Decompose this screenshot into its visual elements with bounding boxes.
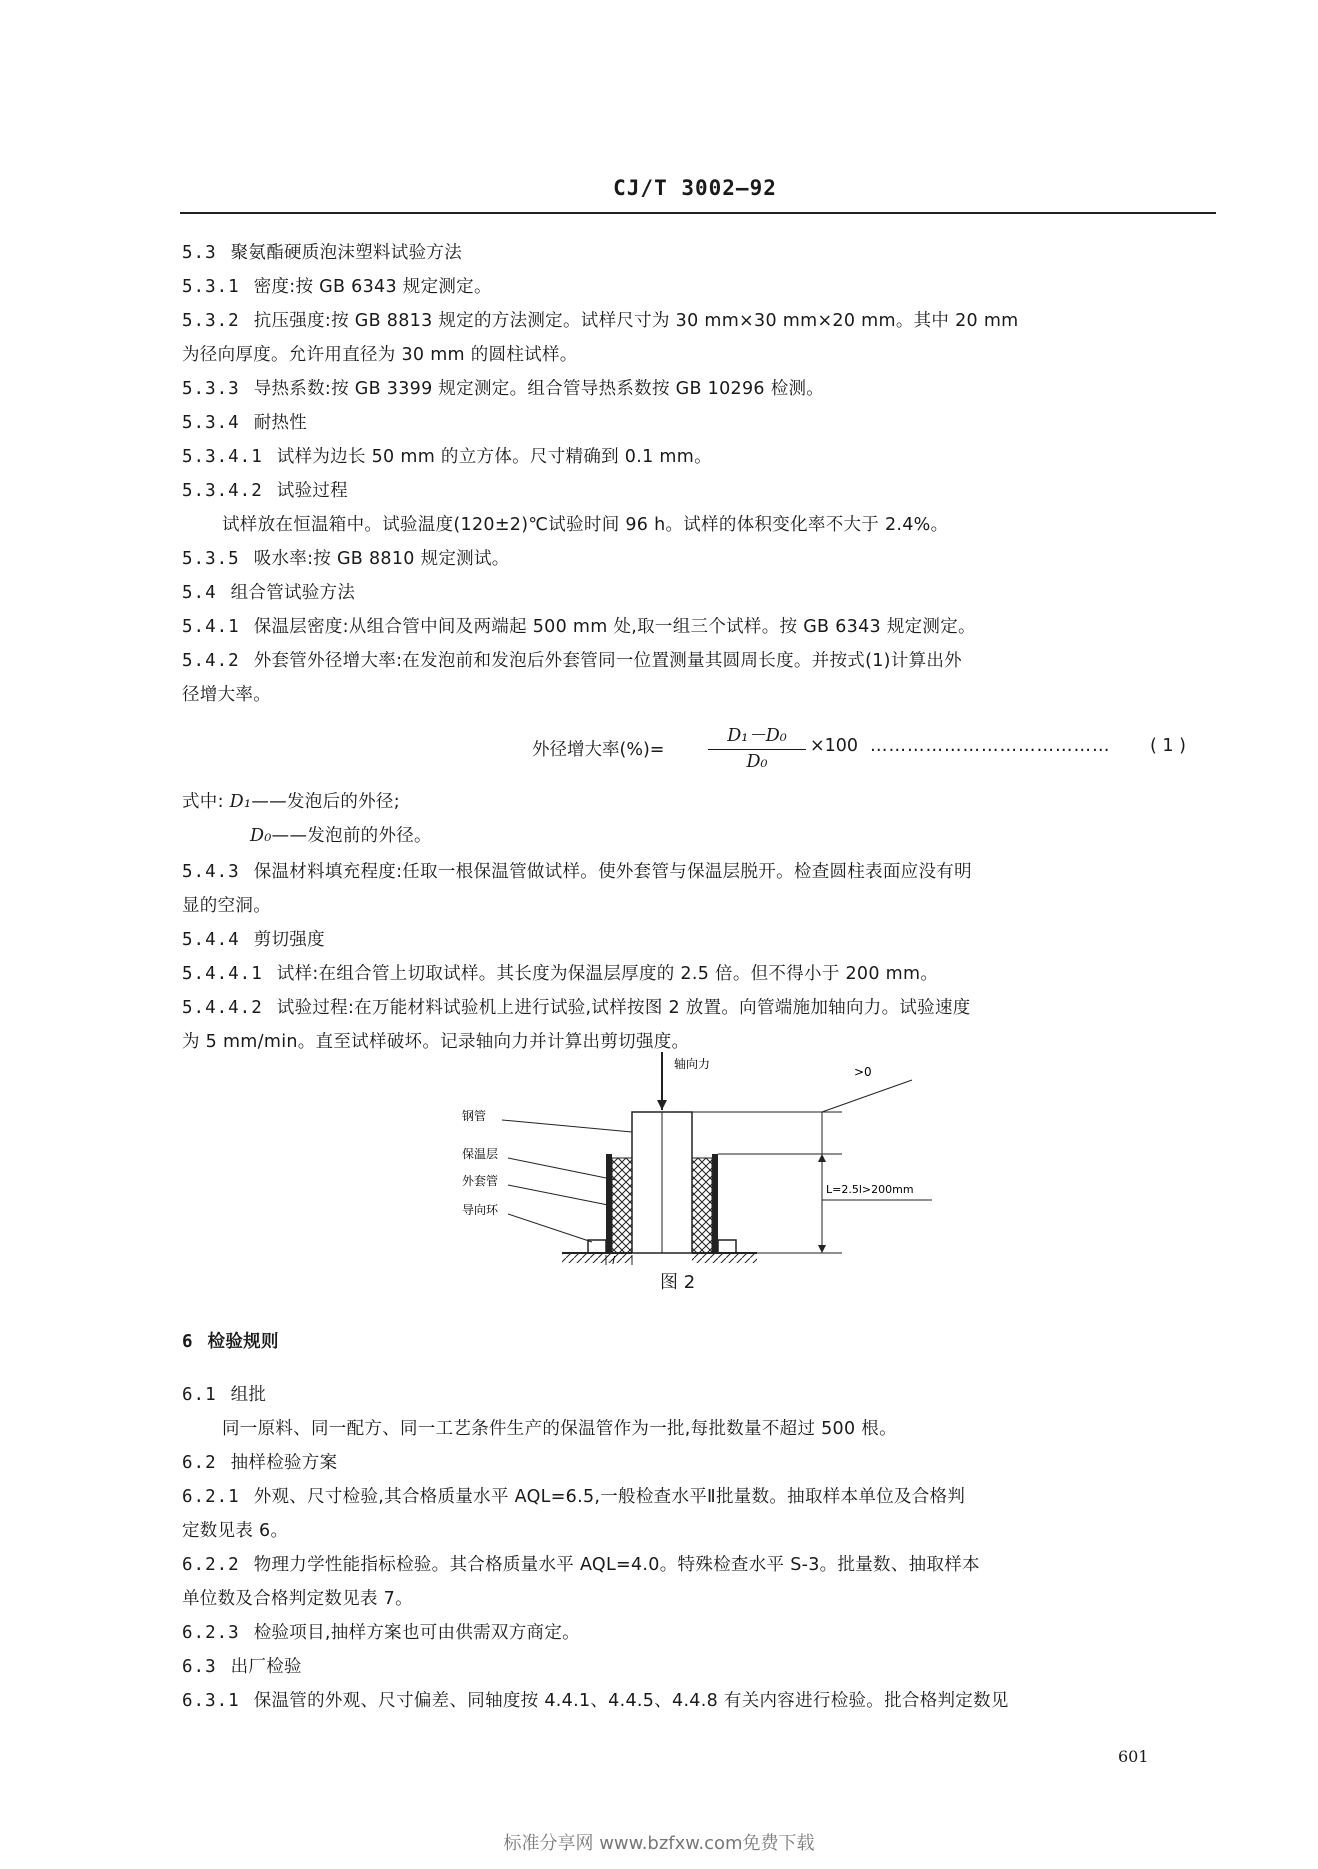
clause-5-4-4-2	[182, 996, 971, 1020]
clause-text: 检验项目,抽样方案也可由供需双方商定。	[253, 1623, 580, 1643]
clause-text: 试样放在恒温箱中。试验温度(120±2)℃试验时间 96 h。试样的体积变化率不大于 2.4%。	[222, 515, 949, 535]
clause-5-3-3	[182, 377, 824, 401]
clause-number: 5.3.2	[182, 311, 240, 331]
clause-number: 5.3.1	[182, 277, 240, 297]
clause-6-2-2	[182, 1553, 980, 1577]
figure-2-shear-test	[462, 1050, 942, 1265]
clause-number: 6	[182, 1332, 194, 1352]
clause-text: 导热系数:按 GB 3399 规定测定。组合管导热系数按 GB 10296 检测。	[253, 379, 825, 399]
header-rule	[180, 212, 1216, 214]
clause-text: 为 5 mm/min。直至试样破坏。记录轴向力并计算出剪切强度。	[182, 1032, 690, 1052]
clause-text: 同一原料、同一配方、同一工艺条件生产的保温管作为一批,每批数量不超过 500 根。	[222, 1419, 897, 1439]
clause-number: 6.2.1	[182, 1487, 240, 1507]
clause-number: 5.4.2	[182, 651, 240, 671]
clause-number: 5.4.3	[182, 862, 240, 882]
clause-5-3	[182, 241, 462, 265]
formula-lhs: 外径增大率(%)=	[532, 740, 665, 760]
clause-5-4-1	[182, 615, 976, 639]
clause-number: 5.3.5	[182, 549, 240, 569]
section-6-heading	[182, 1330, 279, 1354]
clause-text: 径增大率。	[182, 685, 271, 705]
clause-text: 物理力学性能指标检验。其合格质量水平 AQL=4.0。特殊检查水平 S-3。批量数、抽取样本	[253, 1555, 980, 1575]
dim-arrow-bottom	[818, 1245, 826, 1253]
clause-number: 6.2	[182, 1453, 217, 1473]
formula-rhs: ×100	[810, 736, 859, 756]
clause-number: 6.1	[182, 1385, 217, 1405]
clause-6-2-3	[182, 1621, 580, 1645]
clause-5-4-2	[182, 649, 962, 673]
clause-text: 试验过程	[276, 481, 348, 501]
clause-5-4	[182, 581, 355, 605]
clause-text: 保温管的外观、尺寸偏差、同轴度按 4.4.1、4.4.5、4.4.8 有关内容进行检验。批合格判定数见	[253, 1691, 1009, 1711]
formula-1	[532, 728, 1222, 778]
clause-6-1	[182, 1383, 266, 1407]
clause-6-2	[182, 1451, 337, 1475]
clause-5-4-4	[182, 928, 325, 952]
clause-text: 抽样检验方案	[230, 1453, 338, 1473]
d0-symbol: D₀	[250, 826, 272, 846]
where-d1	[182, 790, 400, 814]
clause-continuation	[182, 1519, 288, 1543]
where-d0	[250, 824, 432, 848]
insulation-right	[692, 1158, 712, 1253]
clause-continuation	[182, 1587, 413, 1611]
clause-text: 抗压强度:按 GB 8813 规定的方法测定。试样尺寸为 30 mm×30 mm×20 mm。其中 20 mm	[253, 311, 1019, 331]
d0-description: ——发泡前的外径。	[271, 826, 432, 846]
clause-number: 5.4.4.2	[182, 998, 263, 1018]
clause-continuation	[222, 513, 948, 537]
label-length: L=2.5l>200mm	[826, 1183, 914, 1196]
d1-symbol: D₁	[229, 792, 252, 812]
clause-5-3-2	[182, 309, 1019, 333]
arrow-head	[657, 1100, 667, 1110]
label-gap: >0	[854, 1065, 872, 1079]
clause-text: 组合管试验方法	[230, 583, 356, 603]
leader-guide-ring	[508, 1214, 592, 1242]
formula-number: ( 1 )	[1150, 736, 1186, 756]
d1-description: ——发泡后的外径;	[251, 792, 400, 812]
clause-5-3-4	[182, 411, 307, 435]
clause-number: 5.3	[182, 243, 217, 263]
casing-left	[606, 1154, 612, 1253]
clause-text: 组批	[230, 1385, 267, 1405]
clause-5-3-4-1	[182, 445, 712, 469]
formula-fraction	[708, 722, 806, 772]
clause-6-2-1	[182, 1485, 965, 1509]
clause-text: 吸水率:按 GB 8810 规定测试。	[253, 549, 510, 569]
clause-continuation	[222, 1417, 897, 1441]
clause-text: 剪切强度	[253, 930, 325, 950]
clause-text: 外套管外径增大率:在发泡前和发泡后外套管同一位置测量其圆周长度。并按式(1)计算出外	[253, 651, 962, 671]
clause-text: 显的空洞。	[182, 896, 271, 916]
insulation-left	[612, 1158, 632, 1253]
casing-right	[712, 1154, 718, 1253]
clause-number: 6.2.3	[182, 1623, 240, 1643]
label-axial-force: 轴向力	[674, 1057, 711, 1071]
fraction-bar	[708, 749, 806, 750]
clause-5-4-3	[182, 860, 972, 884]
clause-text: 试样为边长 50 mm 的立方体。尺寸精确到 0.1 mm。	[276, 447, 712, 467]
clause-number: 6.3.1	[182, 1691, 240, 1711]
leader-insulation	[508, 1158, 616, 1180]
clause-text: 试样:在组合管上切取试样。其长度为保温层厚度的 2.5 倍。但不得小于 200 mm。	[276, 964, 939, 984]
standard-number-header: CJ/T 3002—92	[613, 176, 777, 200]
leader-casing	[508, 1185, 608, 1205]
formula-leader-dots: …………………………………	[870, 736, 1111, 756]
clause-text: 检验规则	[207, 1332, 279, 1352]
clause-continuation	[182, 343, 578, 367]
clause-text: 出厂检验	[230, 1657, 302, 1677]
clause-5-3-4-2	[182, 479, 348, 503]
clause-text: 保温材料填充程度:任取一根保温管做试样。使外套管与保温层脱开。检查圆柱表面应没有明	[253, 862, 972, 882]
clause-number: 5.3.3	[182, 379, 240, 399]
figure-caption: 图 2	[660, 1272, 696, 1293]
page-number: 601	[1118, 1747, 1149, 1766]
watermark: 标准分享网 www.bzfxw.com免费下载	[503, 1833, 815, 1854]
clause-continuation	[182, 683, 271, 707]
clause-number: 5.3.4	[182, 413, 240, 433]
leader-steel-pipe	[502, 1120, 632, 1132]
clause-text: 外观、尺寸检验,其合格质量水平 AQL=6.5,一般检查水平Ⅱ批量数。抽取样本单位及合格判	[253, 1487, 966, 1507]
clause-number: 5.3.4.1	[182, 447, 263, 467]
formula-denominator: D₀	[746, 752, 768, 772]
clause-number: 5.4	[182, 583, 217, 603]
clause-5-4-4-1	[182, 962, 938, 986]
clause-number: 6.3	[182, 1657, 217, 1677]
where-intro: 式中:	[182, 792, 224, 812]
clause-number: 6.2.2	[182, 1555, 240, 1575]
clause-number: 5.4.4.1	[182, 964, 263, 984]
clause-text: 定数见表 6。	[182, 1521, 289, 1541]
clause-number: 5.4.4	[182, 930, 240, 950]
clause-text: 保温层密度:从组合管中间及两端起 500 mm 处,取一组三个试样。按 GB 6343 规定测定。	[253, 617, 976, 637]
clause-text: 耐热性	[253, 413, 308, 433]
leader-gap	[822, 1080, 912, 1112]
label-l: l	[612, 1254, 616, 1265]
clause-text: 聚氨酯硬质泡沫塑料试验方法	[230, 243, 463, 263]
clause-6-3	[182, 1655, 302, 1679]
clause-5-3-5	[182, 547, 510, 571]
clause-text: 单位数及合格判定数见表 7。	[182, 1589, 413, 1609]
clause-number: 5.3.4.2	[182, 481, 263, 501]
formula-numerator: D₁－D₀	[727, 726, 787, 746]
label-steel-pipe: 钢管	[462, 1109, 487, 1123]
label-insulation: 保温层	[462, 1147, 499, 1161]
clause-text: 为径向厚度。允许用直径为 30 mm 的圆柱试样。	[182, 345, 578, 365]
label-casing: 外套管	[462, 1174, 499, 1188]
clause-number: 5.4.1	[182, 617, 240, 637]
clause-5-3-1	[182, 275, 492, 299]
base-hatch-right	[692, 1253, 757, 1263]
dim-arrow-top	[818, 1154, 826, 1162]
clause-text: 密度:按 GB 6343 规定测定。	[253, 277, 492, 297]
clause-6-3-1	[182, 1689, 1009, 1713]
guide-ring-right	[718, 1240, 736, 1253]
base-hatch-left	[562, 1253, 632, 1263]
clause-continuation	[182, 894, 271, 918]
label-guide-ring: 导向环	[462, 1203, 499, 1217]
clause-text: 试验过程:在万能材料试验机上进行试验,试样按图 2 放置。向管端施加轴向力。试验速度	[276, 998, 971, 1018]
